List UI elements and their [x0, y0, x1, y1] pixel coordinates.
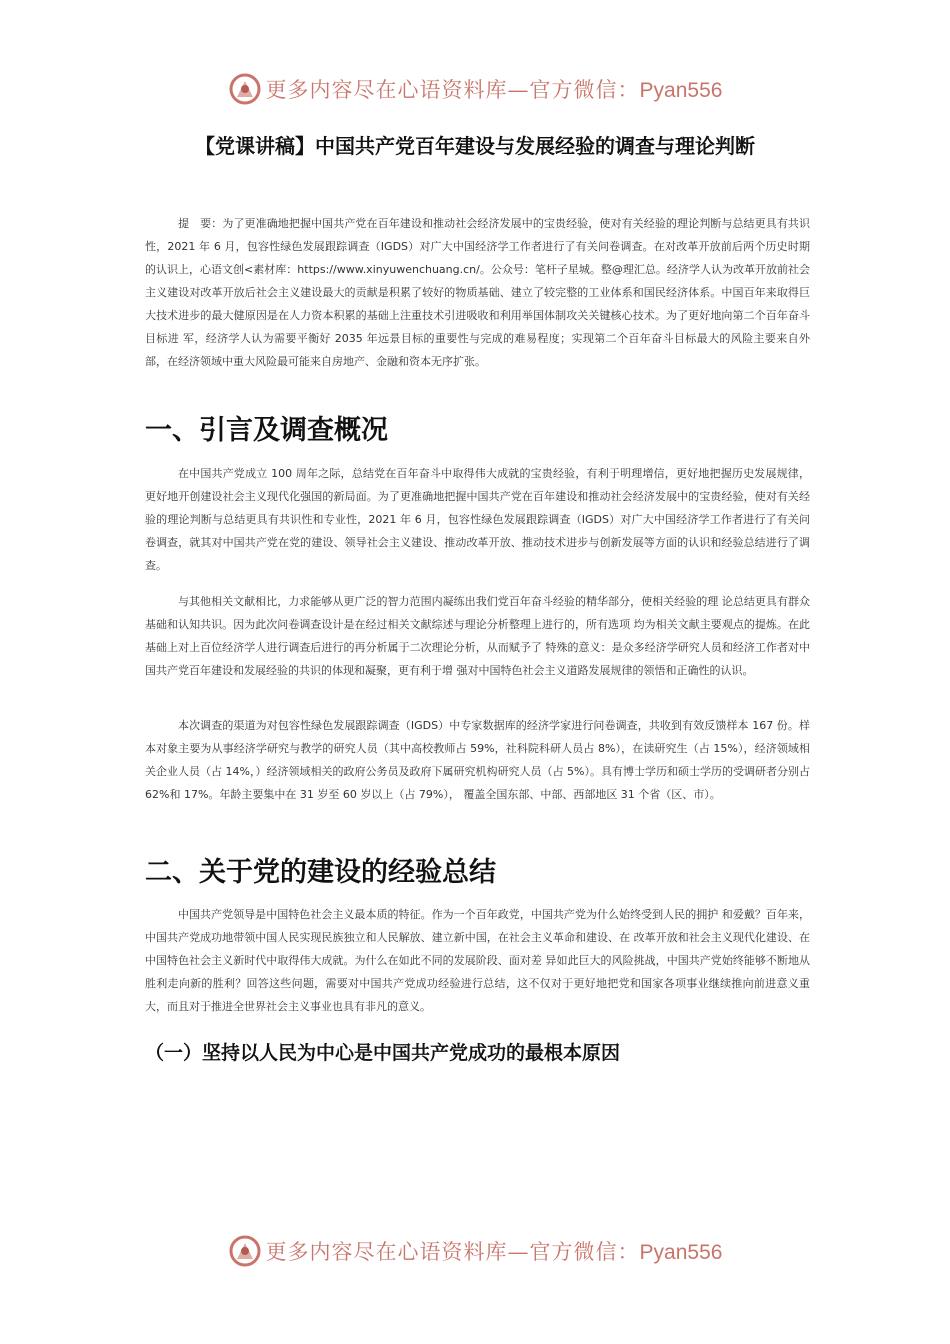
- logo-icon: [228, 72, 262, 106]
- banner-text: 更多内容尽在心语资料库—官方微信：Pyan556: [265, 78, 723, 102]
- footer-banner: [0, 1234, 950, 1268]
- document-title: 【党课讲稿】中国共产党百年建设与发展经验的调查与理论判断: [195, 134, 755, 158]
- header-banner: [0, 72, 950, 106]
- section-1-paragraph-2: 与其他相关文献相比，力求能够从更广泛的智力范围内凝练出我们党百年奋斗经验的精华部分，使相关经验的理 论总结更具有群众基础和认知共识。因为此次问卷调查设计是在经过相关文献综述与理论分析整理上进行的，所有选项 均为相关文献主要观点的提炼。在此基础上对上百位经济学人进行调查后进行的再分析属于二次理论分析，从而赋予了 特殊的意义：是众多经济学研究人员和经济工作者对中国共产党百年建设和发展经验的共识的体现和凝聚，更有利于增 强对中国特色社会主义道路发展规律的领悟和正确性的认识。: [145, 595, 810, 677]
- section-2-heading: 二、关于党的建设的经验总结: [145, 857, 496, 888]
- banner-handle: Pyan556: [639, 79, 723, 102]
- banner-text: 更多内容尽在心语资料库—官方微信：Pyan556: [265, 1240, 723, 1264]
- logo-icon: [228, 1234, 262, 1268]
- abstract-paragraph: 提 要：为了更准确地把握中国共产党在百年建设和推动社会经济发展中的宝贵经验，使对有关经验的理论判断与总结更具有共识性，2021 年 6 月，包容性绿色发展跟踪调查（IGDS）对广大中国经济学工作者进行了有关问卷调查。在对改革开放前后两个历史时期的认识上，心语文创<素材库：https://www.xinyuwenchuang.cn/。公众号：笔杆子星城。整@理汇总。经济学人认为改革开放前社会主义建设对改革开放后社会主义建设最大的贡献是积累了较好的物质基础、建立了较完整的工业体系和国民经济体系。中国百年来取得巨大技术进步的最大健原因是在人力资本积累的基础上注重技术引进吸收和利用举国体制攻关关键核心技术。为了更好地向第二个百年奋斗目标进 军，经济学人认为需要平衡好 2035 年远景目标的重要性与完成的难易程度；实现第二个百年奋斗目标最大的风险主要来自外部，在经济领域中重大风险最可能来自房地产、金融和资本无序扩张。: [145, 217, 810, 368]
- section-2-paragraph-1: 中国共产党领导是中国特色社会主义最本质的特征。作为一个百年政党，中国共产党为什么始终受到人民的拥护 和爱戴？百年来，中国共产党成功地带领中国人民实现民族独立和人民解放、建立新中国，在社会主义革命和建设、在 改革开放和社会主义现代化建设、在中国特色社会主义新时代中取得伟大成就。为什么在如此不同的发展阶段、面对差 异如此巨大的风险挑战，中国共产党始终能够不断地从胜利走向新的胜利？回答这些问题，需要对中国共产党成功经验进行总结，这不仅对于更好地把党和国家各项事业继续推向前进意义重大，而且对于推进全世界社会主义事业也具有非凡的意义。: [145, 908, 810, 1013]
- subsection-heading: （一）坚持以人民为中心是中国共产党成功的最根本原因: [145, 1042, 621, 1064]
- banner-handle: Pyan556: [639, 1241, 723, 1264]
- section-1-paragraph-1: 在中国共产党成立 100 周年之际，总结党在百年奋斗中取得伟大成就的宝贵经验，有利于明理增信，更好地把握历史发展规律，更好地开创建设社会主义现代化强国的新局面。为了更准确地把握中国共产党在百年建设和推动社会经济发展中的宝贵经验，使对有关经验的理论判断与总结更具有共识性和专业性，2021 年 6 月，包容性绿色发展跟踪调查（IGDS）对广大中国经济学工作者进行了有关问卷调查，就其对中国共产党在党的建设、领导社会主义建设、推动改革开放、推动技术进步与创新发展等方面的认识和经验总结进行了调查。: [145, 467, 810, 572]
- section-1-heading: 一、引言及调查概况: [145, 415, 388, 446]
- section-1-paragraph-3: 本次调查的渠道为对包容性绿色发展跟踪调查（IGDS）中专家数据库的经济学家进行问卷调查，共收到有效反馈样本 167 份。样本对象主要为从事经济学研究与教学的研究人员（其中高校教师占 59%，社科院科研人员占 8%），在读研究生（占 15%），经济领域相关企业人员（占 14%，）经济领域相关的政府公务员及政府下属研究机构研究人员（占 5%）。具有博士学历和硕士学历的受调研者分别占 62%和 17%。年龄主要集中在 31 岁至 60 岁以上（占 79%）， 覆盖全国东部、中部、西部地区 31 个省（区、市）。: [145, 719, 810, 801]
